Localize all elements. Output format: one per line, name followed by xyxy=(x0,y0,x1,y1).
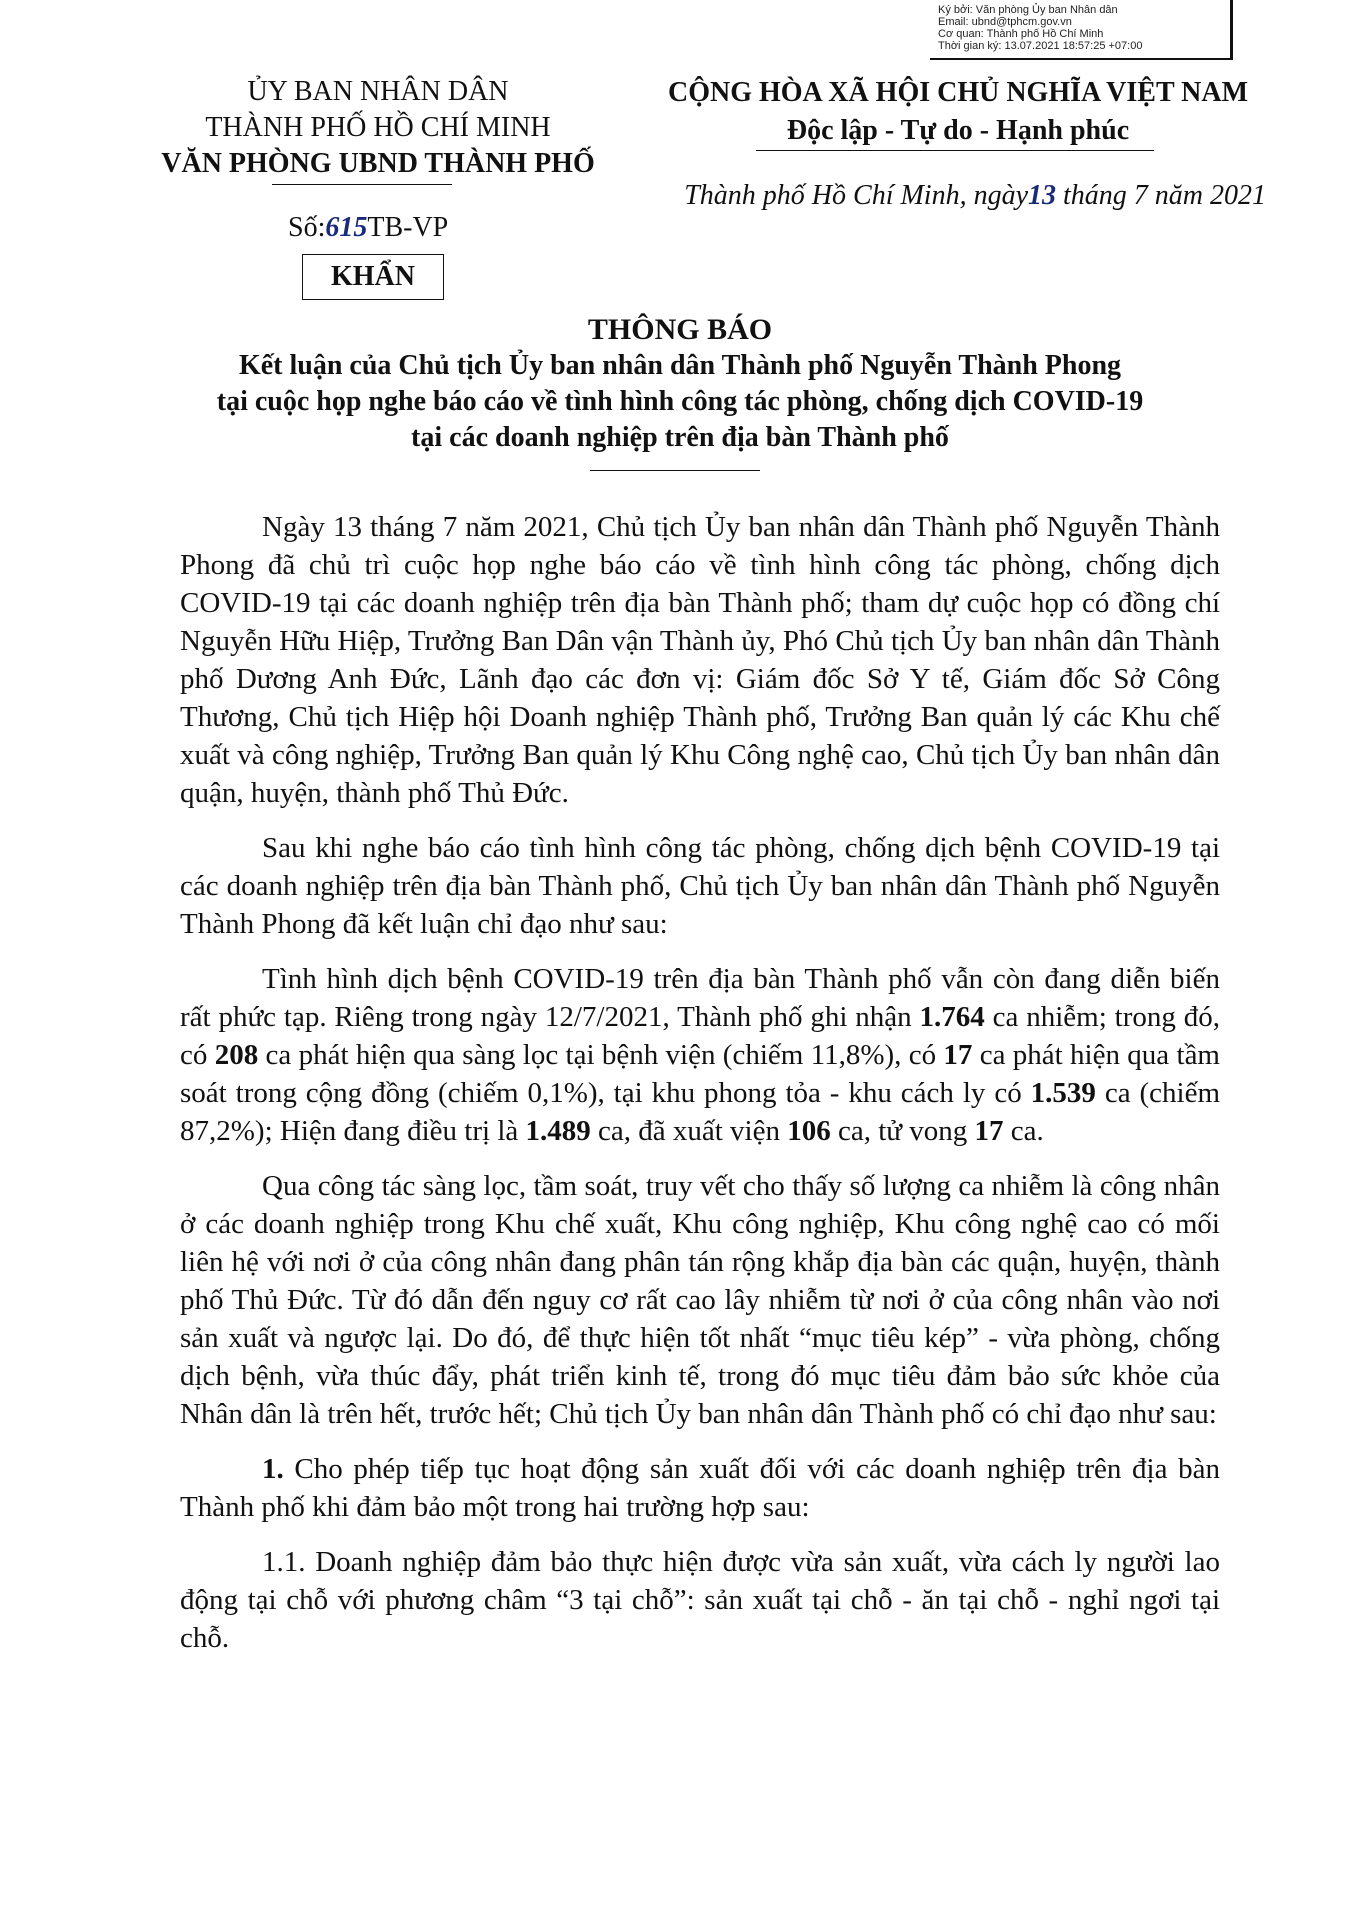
title-type: THÔNG BÁO xyxy=(587,313,773,346)
stat-discharged: 106 xyxy=(787,1115,831,1147)
text-run: ca. xyxy=(1003,1115,1044,1147)
paragraph-epidemic-status xyxy=(180,960,1220,1150)
stat-community-cases: 17 xyxy=(943,1039,973,1071)
document-number-label: Số: xyxy=(288,212,326,243)
paragraph-conclusion-intro: Sau khi nghe báo cáo tình hình công tác phòng, chống dịch bệnh COVID-19 tại các doanh nghiệp trên địa bàn Thành phố, Chủ tịch Ủy ban nhân dân Thành phố Nguyễn Thành Phong đã kết luận chỉ đạo như sau: xyxy=(180,832,1220,940)
stat-quarantine-cases: 1.539 xyxy=(1030,1077,1096,1109)
date-suffix: tháng 7 năm 2021 xyxy=(1056,180,1266,211)
stat-deaths: 17 xyxy=(974,1115,1004,1147)
national-header xyxy=(628,74,1288,150)
national-name: CỘNG HÒA XÃ HỘI CHỦ NGHĨA VIỆT NAM xyxy=(667,77,1249,108)
text-run: ca phát hiện qua tầm soát trong cộng đồng (chiếm 0,1%), tại khu phong tỏa - khu cách ly có xyxy=(180,1039,1220,1109)
paragraph-screening-analysis: Qua công tác sàng lọc, tầm soát, truy vết cho thấy số lượng ca nhiễm là công nhân ở các doanh nghiệp trong Khu chế xuất, Khu công nghiệp, Khu công nghệ cao có mối liên hệ với nơi ở của công nhân đang phân tán rộng khắp địa bàn các quận, huyện, thành phố Thủ Đức. Từ đó dẫn đến nguy cơ rất cao lây nhiễm từ nơi ở của công nhân vào nơi sản xuất và ngược lại. Do đó, để thực hiện tốt nhất “mục tiêu kép” - vừa phòng, chống dịch bệnh, vừa thúc đẩy, phát triển kinh tế, trong đó mục tiêu đảm bảo sức khỏe của Nhân dân là trên hết, trước hết; Chủ tịch Ủy ban nhân dân Thành phố có chỉ đạo như sau: xyxy=(180,1170,1220,1430)
digital-signature-block xyxy=(938,4,1142,52)
title-underline xyxy=(590,470,760,471)
issuer-line-2: THÀNH PHỐ HỒ CHÍ MINH xyxy=(205,112,551,143)
text-run: Tình hình dịch bệnh COVID-19 trên địa bàn Thành phố vẫn còn đang diễn biến rất phức tạp. Riêng trong ngày 12/7/2021, Thành phố ghi nhận xyxy=(180,963,1220,1033)
signature-email: Email: ubnd@tphcm.gov.vn xyxy=(938,16,1072,28)
document-title xyxy=(150,312,1210,456)
date-prefix: Thành phố Hồ Chí Minh, ngày xyxy=(684,180,1028,211)
paragraph-meeting-intro: Ngày 13 tháng 7 năm 2021, Chủ tịch Ủy ban nhân dân Thành phố Nguyễn Thành Phong đã chủ trì cuộc họp nghe báo cáo về tình hình công tác phòng, chống dịch COVID-19 tại các doanh nghiệp trên địa bàn Thành phố; tham dự cuộc họp có đồng chí Nguyễn Hữu Hiệp, Trưởng Ban Dân vận Thành ủy, Phó Chủ tịch Ủy ban nhân dân Thành phố Dương Anh Đức, Lãnh đạo các đơn vị: Giám đốc Sở Y tế, Giám đốc Sở Công Thương, Chủ tịch Hiệp hội Doanh nghiệp Thành phố, Trưởng Ban quản lý các Khu chế xuất và công nghiệp, Trưởng Ban quản lý Khu Công nghệ cao, Chủ tịch Ủy ban nhân dân quận, huyện, thành phố Thủ Đức. xyxy=(180,511,1220,809)
directive-1-text: Cho phép tiếp tục hoạt động sản xuất đối với các doanh nghiệp trên địa bàn Thành phố khi đảm bảo một trong hai trường hợp sau: xyxy=(180,1453,1220,1523)
text-run: ca phát hiện qua sàng lọc tại bệnh viện (chiếm 11,8%), có xyxy=(258,1039,944,1071)
text-run: ca (chiếm 87,2%); Hiện đang điều trị là xyxy=(180,1077,1220,1147)
date-day-handwritten: 13 xyxy=(1028,180,1056,211)
stat-hospital-cases: 208 xyxy=(214,1039,259,1071)
issuer-line-1: ỦY BAN NHÂN DÂN xyxy=(247,76,509,107)
motto-underline xyxy=(756,150,1154,151)
national-motto: Độc lập - Tự do - Hạnh phúc xyxy=(786,115,1130,146)
stat-total-cases: 1.764 xyxy=(919,1001,985,1033)
document-body xyxy=(180,508,1220,1674)
title-line-4: tại các doanh nghiệp trên địa bàn Thành phố xyxy=(411,422,949,453)
stat-treating: 1.489 xyxy=(525,1115,591,1147)
text-run: ca nhiễm; trong đó, có xyxy=(180,1001,1220,1071)
document-number xyxy=(288,212,448,244)
signature-agency: Cơ quan: Thành phố Hồ Chí Minh xyxy=(938,28,1104,40)
urgent-badge: KHẨN xyxy=(302,254,444,300)
document-number-suffix: TB-VP xyxy=(367,212,449,243)
title-line-3: tại cuộc họp nghe báo cáo về tình hình công tác phòng, chống dịch COVID-19 xyxy=(216,386,1144,417)
signature-signer: Ký bởi: Văn phòng Ủy ban Nhân dân xyxy=(938,4,1118,16)
directive-number: 1. xyxy=(262,1453,284,1485)
title-line-2: Kết luận của Chủ tịch Ủy ban nhân dân Thành phố Nguyễn Thành Phong xyxy=(238,350,1122,381)
text-run: ca, đã xuất viện xyxy=(590,1115,788,1147)
document-number-handwritten: 615 xyxy=(325,212,368,243)
issuer-line-3: VĂN PHÒNG UBND THÀNH PHỐ xyxy=(161,148,595,179)
paragraph-directive-1-1: 1.1. Doanh nghiệp đảm bảo thực hiện được vừa sản xuất, vừa cách ly người lao động tại chỗ với phương châm “3 tại chỗ”: sản xuất tại chỗ - ăn tại chỗ - nghỉ ngơi tại chỗ. xyxy=(180,1546,1220,1654)
signature-time: Thời gian ký: 13.07.2021 18:57:25 +07:00 xyxy=(938,40,1143,52)
issuer-header xyxy=(138,74,618,182)
document-date xyxy=(656,180,1266,212)
text-run: ca, tử vong xyxy=(830,1115,975,1147)
issuer-underline xyxy=(272,184,452,185)
paragraph-directive-1 xyxy=(180,1450,1220,1526)
